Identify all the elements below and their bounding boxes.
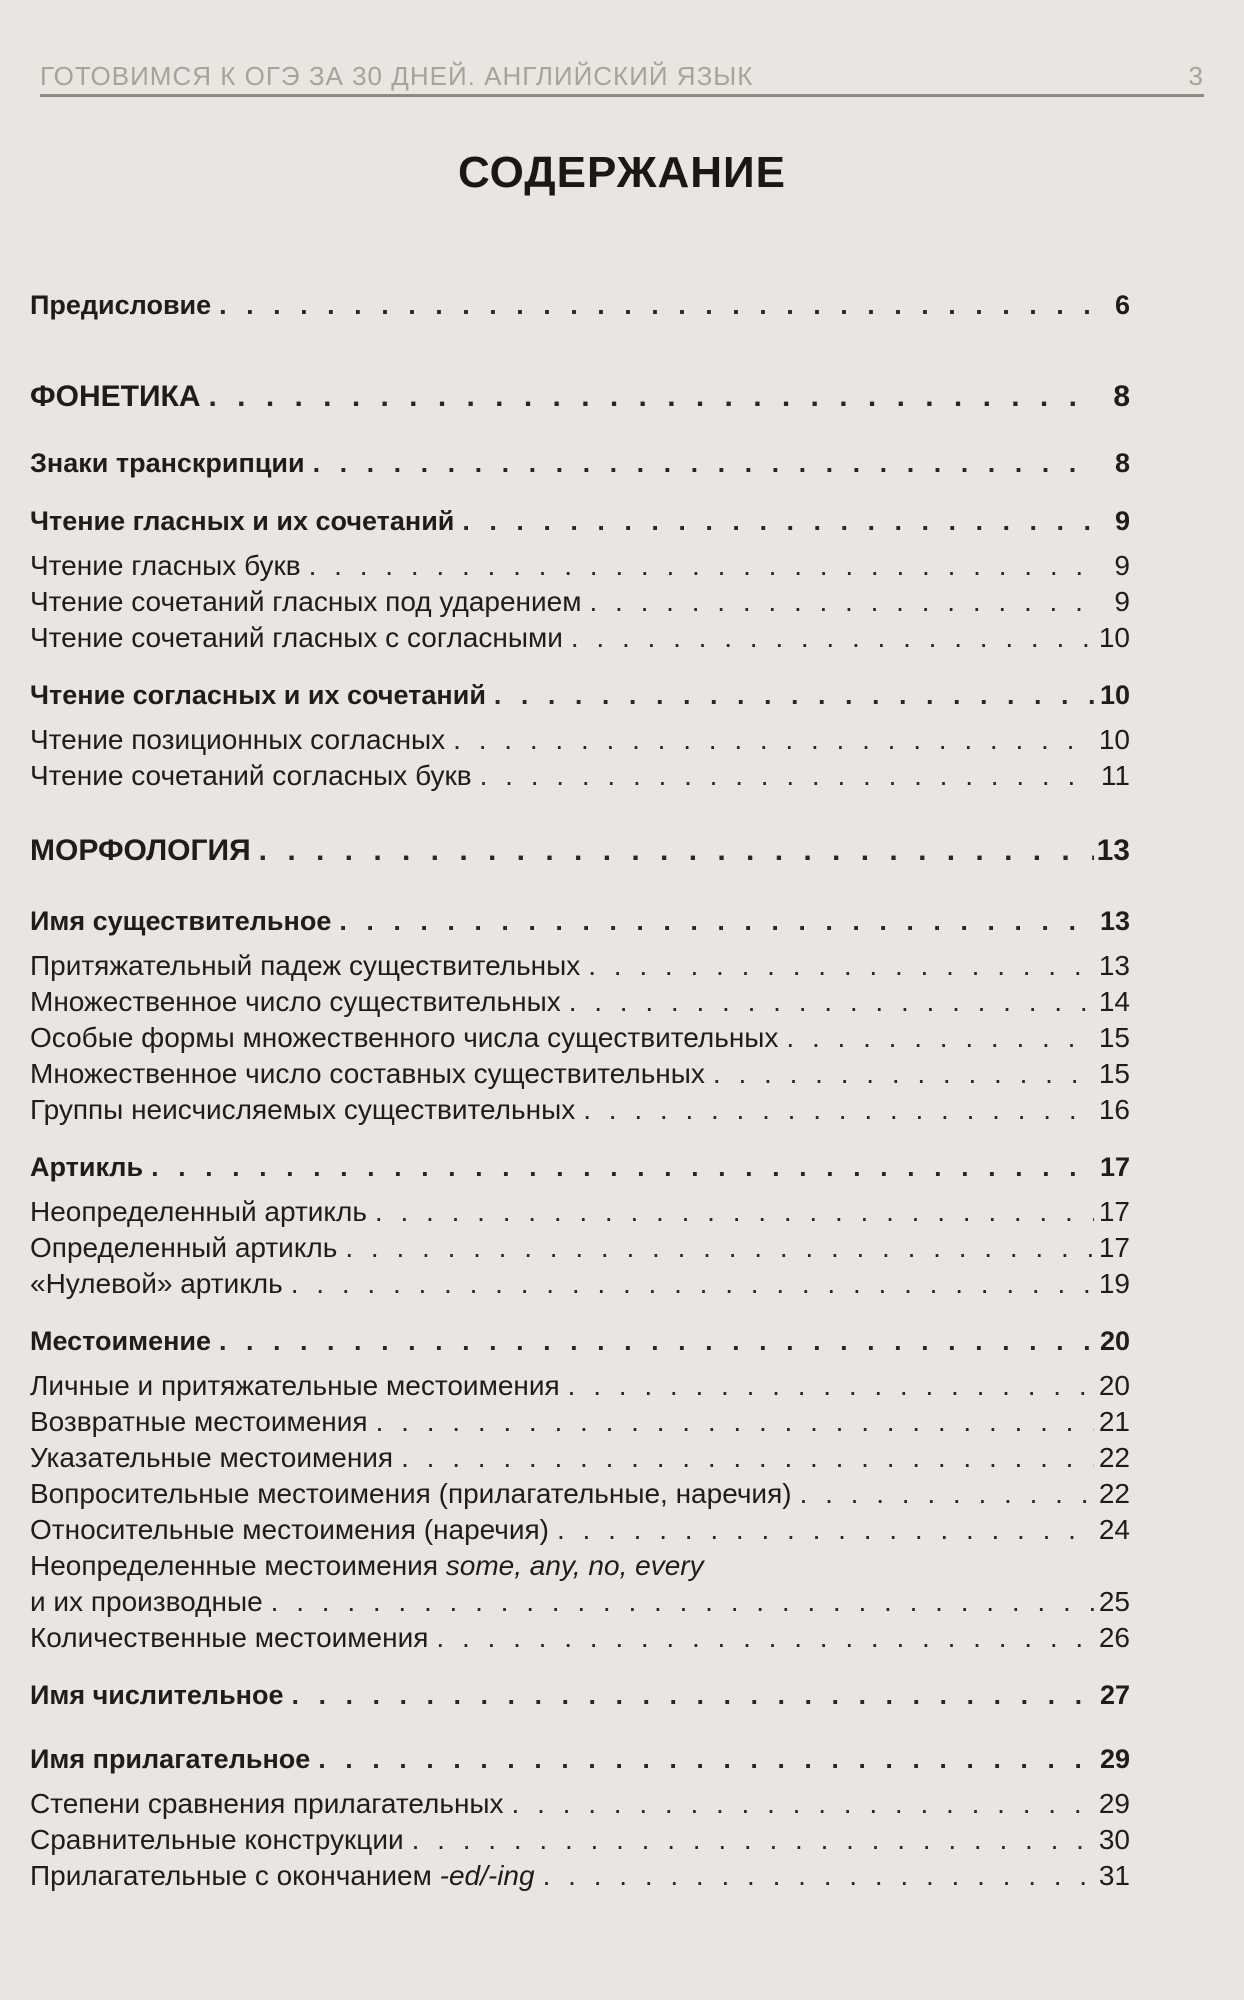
toc-page-number: 30 (1098, 1824, 1130, 1855)
leader-dots (454, 506, 1094, 537)
toc-item[interactable] (30, 550, 1130, 582)
toc-item[interactable] (30, 1622, 1130, 1654)
toc-page-number: 14 (1098, 986, 1130, 1017)
toc-entry-title: Множественное число существительных (30, 986, 561, 1017)
toc-entry-title: Возвратные местоимения (30, 1406, 368, 1437)
toc-entry-title: Местоимение (30, 1326, 212, 1356)
toc-section-adjective[interactable] (30, 1744, 1130, 1775)
leader-dots (251, 834, 1094, 868)
toc-entry-title: МОРФОЛОГИЯ (30, 834, 251, 867)
leader-dots (792, 1478, 1094, 1510)
toc-section-article[interactable] (30, 1152, 1130, 1183)
leader-dots (535, 1860, 1094, 1892)
leader-dots (445, 724, 1094, 756)
leader-dots (575, 1094, 1094, 1126)
toc-page-number: 29 (1098, 1788, 1130, 1819)
toc-entry-title-italic: -ed/-ing (439, 1860, 535, 1891)
toc-item[interactable] (30, 760, 1130, 792)
toc-item-multiline-start[interactable] (30, 1550, 1130, 1582)
toc-page-number: 8 (1114, 448, 1130, 478)
toc-entry-title: Чтение сочетаний гласных под ударением (30, 586, 582, 617)
toc-page-number: 13 (1098, 950, 1130, 981)
toc-page-number: 11 (1100, 760, 1130, 791)
toc-section-noun[interactable] (30, 906, 1130, 937)
toc-entry-title: Чтение сочетаний гласных с согласными (30, 622, 563, 653)
toc-page-number: 10 (1099, 680, 1130, 710)
toc-page-number: 17 (1098, 1196, 1130, 1227)
toc-page-number: 20 (1099, 1326, 1130, 1356)
toc-page-number: 27 (1099, 1680, 1130, 1710)
toc-item[interactable] (30, 1268, 1130, 1300)
toc-entry-title: Имя прилагательное (30, 1744, 311, 1774)
toc-page-number: 26 (1098, 1622, 1130, 1653)
toc-entry-title: Знаки транскрипции (30, 448, 305, 478)
page-title: СОДЕРЖАНИЕ (457, 148, 787, 197)
leader-dots (283, 1268, 1094, 1300)
toc-entry-title: Чтение гласных и их сочетаний (30, 506, 455, 536)
leader-dots (563, 622, 1094, 654)
toc-entry-title: Вопросительные местоимения (прилагательные, наречия) (30, 1478, 792, 1509)
toc-item[interactable] (30, 724, 1130, 756)
leader-dots (301, 550, 1094, 582)
toc-item[interactable] (30, 950, 1130, 982)
toc-entry-title (30, 1550, 704, 1582)
leader-dots (305, 448, 1094, 479)
leader-dots (283, 1680, 1094, 1711)
leader-dots (143, 1152, 1094, 1183)
leader-dots (580, 950, 1094, 982)
toc-item[interactable] (30, 1586, 1130, 1618)
toc-entry-title-text: Неопределенные местоимения (30, 1550, 438, 1581)
toc-entry-title: Особые формы множественного числа существительных (30, 1022, 779, 1053)
toc-item[interactable] (30, 586, 1130, 618)
toc-page-number: 17 (1099, 1152, 1130, 1182)
leader-dots (778, 1022, 1094, 1054)
leader-dots (404, 1824, 1094, 1856)
toc-item[interactable] (30, 1022, 1130, 1054)
leader-dots (561, 986, 1094, 1018)
leader-dots (368, 1406, 1094, 1438)
toc-entry-title: Предисловие (30, 290, 212, 320)
toc-entry-title-italic: some, any, no, every (445, 1550, 704, 1581)
toc-item[interactable] (30, 1478, 1130, 1510)
toc-item[interactable] (30, 1788, 1130, 1820)
running-head-page-number: 3 (1188, 60, 1204, 91)
toc-page-number: 20 (1098, 1370, 1130, 1401)
toc-page-number: 15 (1098, 1022, 1130, 1053)
toc-entry-title: Чтение сочетаний согласных букв (30, 760, 472, 791)
toc-section-transcription[interactable] (30, 448, 1130, 479)
leader-dots (263, 1586, 1094, 1618)
toc-page-number: 9 (1114, 550, 1130, 581)
toc-entry-title: Определенный артикль (30, 1232, 338, 1263)
toc-entry-title: Чтение гласных букв (30, 550, 301, 581)
toc-item[interactable] (30, 1860, 1130, 1892)
toc-entry-title: Группы неисчисляемых существительных (30, 1094, 576, 1125)
leader-dots (200, 380, 1094, 414)
leader-dots (549, 1514, 1094, 1546)
toc-entry-title (30, 1860, 535, 1892)
toc-entry-title: Чтение согласных и их сочетаний (30, 680, 486, 710)
toc-section-consonants[interactable] (30, 680, 1130, 711)
toc-page-number: 29 (1099, 1744, 1130, 1774)
toc-section-pronoun[interactable] (30, 1326, 1130, 1357)
toc-page-number: 9 (1114, 586, 1130, 617)
toc-entry-title: и их производные (30, 1586, 263, 1617)
toc-section-numeral[interactable] (30, 1680, 1130, 1711)
toc-page-number: 25 (1098, 1586, 1130, 1617)
leader-dots (486, 680, 1094, 711)
toc-page-number: 6 (1114, 290, 1130, 320)
toc-entry-title: Артикль (30, 1152, 144, 1182)
toc-entry-preface[interactable] (30, 290, 1130, 321)
toc-item[interactable] (30, 1232, 1130, 1264)
toc-item[interactable] (30, 986, 1130, 1018)
toc-item[interactable] (30, 1196, 1130, 1228)
toc-page-number: 13 (1096, 834, 1130, 867)
toc-entry-title-text: Прилагательные с окончанием (30, 1860, 432, 1891)
toc-entry-title: ФОНЕТИКА (30, 380, 201, 413)
toc-entry-title: Притяжательный падеж существительных (30, 950, 581, 981)
toc-page-number: 22 (1098, 1478, 1130, 1509)
toc-page-number: 22 (1098, 1442, 1130, 1473)
running-head-title: ГОТОВИМСЯ К ОГЭ ЗА 30 ДНЕЙ. АНГЛИЙСКИЙ ЯЗЫК (40, 60, 754, 91)
leader-dots (581, 586, 1094, 618)
toc-item[interactable] (30, 1058, 1130, 1090)
leader-dots (211, 1326, 1094, 1357)
leader-dots (367, 1196, 1094, 1228)
table-of-contents (30, 0, 1130, 2000)
leader-dots (393, 1442, 1094, 1474)
toc-page-number: 15 (1098, 1058, 1130, 1089)
leader-dots (705, 1058, 1094, 1090)
toc-page-number: 24 (1098, 1514, 1130, 1545)
toc-page-number: 8 (1113, 380, 1130, 413)
toc-page-number: 17 (1098, 1232, 1130, 1263)
toc-entry-title: Неопределенный артикль (30, 1196, 367, 1227)
toc-entry-title: Степени сравнения прилагательных (30, 1788, 504, 1819)
toc-entry-title: Чтение позиционных согласных (30, 724, 446, 755)
toc-entry-title: Количественные местоимения (30, 1622, 429, 1653)
toc-item[interactable] (30, 1370, 1130, 1402)
toc-section-vowels[interactable] (30, 506, 1130, 537)
toc-page-number: 10 (1098, 724, 1130, 755)
leader-dots (560, 1370, 1094, 1402)
leader-dots (331, 906, 1094, 937)
toc-chapter-phonetics[interactable] (30, 380, 1130, 414)
toc-entry-title: Личные и притяжательные местоимения (30, 1370, 560, 1401)
toc-entry-title: Множественное число составных существительных (30, 1058, 705, 1089)
toc-entry-title: Указательные местоимения (30, 1442, 394, 1473)
toc-entry-title: Сравнительные конструкции (30, 1824, 404, 1855)
toc-entry-title: Относительные местоимения (наречия) (30, 1514, 549, 1545)
toc-page-number: 9 (1114, 506, 1130, 536)
toc-item[interactable] (30, 1514, 1130, 1546)
toc-item[interactable] (30, 1824, 1130, 1856)
leader-dots (310, 1744, 1094, 1775)
leader-dots (211, 290, 1094, 321)
toc-page-number: 21 (1098, 1406, 1130, 1437)
leader-dots (428, 1622, 1094, 1654)
toc-chapter-morphology[interactable] (30, 834, 1130, 868)
toc-item[interactable] (30, 1406, 1130, 1438)
toc-entry-title: Имя существительное (30, 906, 332, 936)
toc-entry-title: Имя числительное (30, 1680, 284, 1710)
toc-page-number: 31 (1098, 1860, 1130, 1891)
leader-dots (472, 760, 1094, 792)
toc-page-number: 10 (1098, 622, 1130, 653)
toc-page-number: 13 (1099, 906, 1130, 936)
toc-item[interactable] (30, 1442, 1130, 1474)
toc-item[interactable] (30, 1094, 1130, 1126)
leader-dots (337, 1232, 1094, 1264)
toc-page-number: 19 (1098, 1268, 1130, 1299)
leader-dots (504, 1788, 1094, 1820)
toc-item[interactable] (30, 622, 1130, 654)
toc-page-number: 16 (1098, 1094, 1130, 1125)
toc-entry-title: «Нулевой» артикль (30, 1268, 283, 1299)
